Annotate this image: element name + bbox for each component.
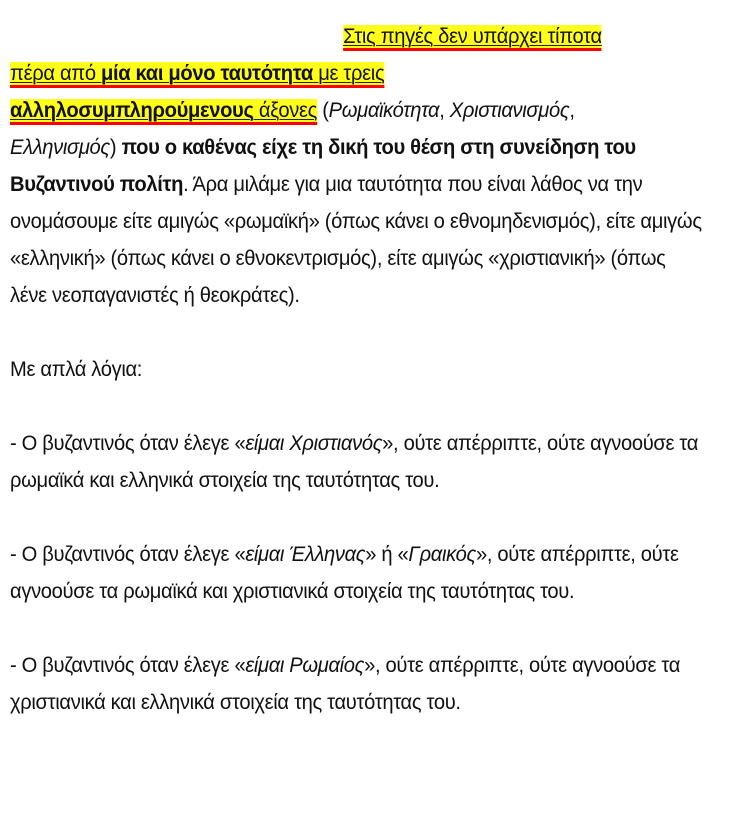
- highlight-text: πέρα από: [10, 62, 101, 85]
- point-christian: [10, 425, 705, 499]
- text: - Ο βυζαντινός όταν έλεγε «: [10, 543, 246, 566]
- point-roman: [10, 647, 705, 721]
- paragraph-gap: [10, 388, 705, 425]
- paragraph-gap: [10, 610, 705, 647]
- paragraph-gap: [10, 499, 705, 536]
- text: », ούτε απέρριπτε, ούτε αγνοούσε τα ρωμαϊκά και ελληνικά στοιχεία της ταυτότητας του.: [10, 432, 699, 492]
- text: (: [316, 99, 329, 122]
- text: - Ο βυζαντινός όταν έλεγε «: [10, 432, 246, 455]
- text: », ούτε απέρριπτε, ούτε αγνοούσε τα ρωμαϊκά και χριστιανικά στοιχεία της ταυτότητας του.: [10, 543, 679, 603]
- intro-paragraph: [10, 18, 705, 314]
- text: » ή «: [365, 543, 409, 566]
- document-body: [10, 18, 705, 721]
- quote-italic: είμαι Ρωμαίος: [245, 654, 365, 677]
- highlighted-phrase: Στις πηγές δεν υπάρχει τίποτα: [343, 25, 602, 51]
- axis-christianity: Χριστιανισμός: [449, 99, 570, 122]
- highlighted-phrase: [10, 99, 317, 125]
- paragraph-gap: [10, 314, 705, 351]
- text: ): [109, 136, 117, 159]
- text: . Άρα μιλάμε για μια ταυτότητα που είναι λάθος να την ονομάσουμε είτε αμιγώς «ρωμαϊκή» (όπως κάνει ο εθνομηδενισμός), είτε αμιγώς «ελληνική» (όπως κάνει ο εθνοκεντρισμός), είτε αμιγώς «χριστιανική» (όπως λένε νεοπαγανιστές ή θεοκράτες).: [10, 173, 702, 307]
- axis-romanity: Ρωμαϊκότητα: [328, 99, 440, 122]
- simple-words-line: Με απλά λόγια:: [10, 358, 143, 381]
- quote-italic: είμαι Έλληνας: [245, 543, 366, 566]
- point-hellene: [10, 536, 705, 610]
- highlighted-phrase: [10, 62, 384, 88]
- highlight-text: με τρεις: [312, 62, 385, 85]
- text: ,: [569, 99, 575, 122]
- bold-clause: που ο καθένας είχε τη δική του θέση στη συνείδηση του Βυζαντινού πολίτη: [10, 136, 636, 196]
- text: - Ο βυζαντινός όταν έλεγε «: [10, 654, 246, 677]
- text: », ούτε απέρριπτε, ούτε αγνοούσε τα χριστιανικά και ελληνικά στοιχεία της ταυτότητας του.: [10, 654, 681, 714]
- axis-hellenism: Ελληνισμός: [10, 136, 110, 159]
- highlight-text: άξονες: [253, 99, 317, 122]
- highlight-bold-text: μία και μόνο ταυτότητα: [100, 62, 313, 85]
- quote-italic: είμαι Χριστιανός: [245, 432, 383, 455]
- text: ,: [439, 99, 450, 122]
- highlight-bold-text: αλληλοσυμπληρούμενους: [10, 99, 254, 122]
- quote-italic: Γραικός: [408, 543, 476, 566]
